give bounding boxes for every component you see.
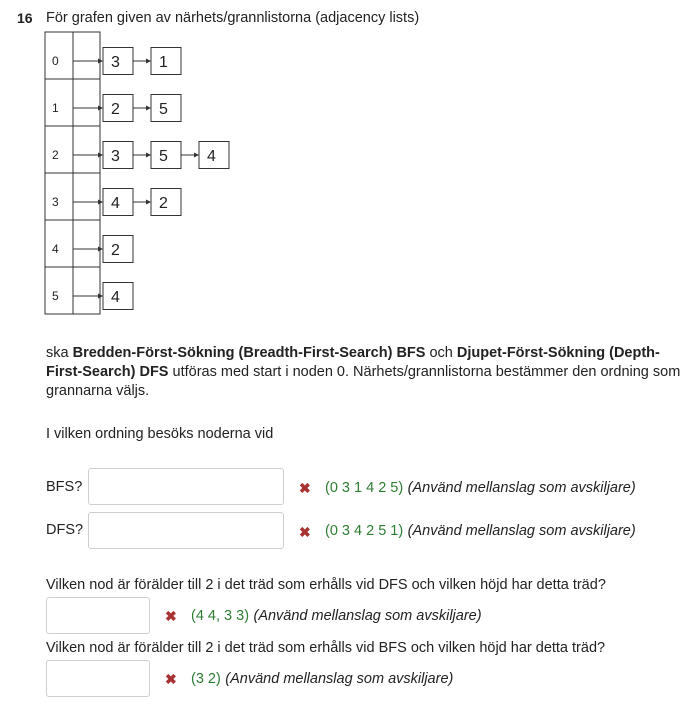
list-node-value: 1 xyxy=(159,54,168,71)
list-node-value: 4 xyxy=(207,148,216,165)
bfs-label: BFS? xyxy=(46,479,83,495)
list-node-value: 3 xyxy=(111,54,120,71)
incorrect-icon: ✖ xyxy=(165,671,177,687)
question-title: För grafen given av närhets/grannlistorna (adjacency lists) xyxy=(46,10,420,26)
dfs-parent-feedback xyxy=(191,607,482,625)
dfs-parent-input[interactable] xyxy=(46,597,150,634)
list-node-value: 3 xyxy=(111,148,120,165)
desc-part-1: ska xyxy=(46,345,73,361)
question-number: 16 xyxy=(17,10,33,26)
array-index-4: 4 xyxy=(52,242,59,256)
dfs-parent-question: Vilken nod är förälder till 2 i det träd som erhålls vid DFS och vilken höjd har detta träd? xyxy=(46,577,606,593)
desc-part-2: och xyxy=(425,345,457,361)
dfs-parent-correct-answer: (4 4, 3 3) xyxy=(191,608,250,624)
order-prompt: I vilken ordning besöks noderna vid xyxy=(46,426,274,442)
desc-dfs-bold: Djupet-Först-Sökning (Depth-First-Search) DFS xyxy=(46,345,660,380)
array-index-0: 0 xyxy=(52,54,59,68)
bfs-parent-hint: (Använd mellanslag som avskiljare) xyxy=(225,671,454,687)
description-paragraph xyxy=(46,344,686,401)
array-index-3: 3 xyxy=(52,195,59,209)
incorrect-icon: ✖ xyxy=(299,524,311,540)
incorrect-icon: ✖ xyxy=(165,608,177,624)
bfs-hint: (Använd mellanslag som avskiljare) xyxy=(407,480,636,496)
dfs-correct-answer: (0 3 4 2 5 1) xyxy=(325,523,404,539)
list-node-value: 5 xyxy=(159,101,168,118)
dfs-feedback xyxy=(325,522,636,540)
desc-part-3: utföras med start i noden 0. Närhets/grannlistorna bestämmer den ordning som grannarna väljs. xyxy=(46,364,681,399)
list-node-value: 2 xyxy=(159,195,168,212)
list-node-value: 4 xyxy=(111,289,120,306)
array-index-2: 2 xyxy=(52,148,59,162)
bfs-parent-question: Vilken nod är förälder till 2 i det träd som erhålls vid BFS och vilken höjd har detta träd? xyxy=(46,640,606,656)
dfs-hint: (Använd mellanslag som avskiljare) xyxy=(407,523,636,539)
bfs-feedback xyxy=(325,479,636,497)
bfs-parent-feedback xyxy=(191,670,453,688)
dfs-label: DFS? xyxy=(46,522,84,538)
adjacency-list-diagram xyxy=(0,0,700,330)
bfs-answer-input[interactable] xyxy=(88,468,284,505)
desc-bfs-bold: Bredden-Först-Sökning (Breadth-First-Search) BFS xyxy=(72,345,426,361)
incorrect-icon: ✖ xyxy=(299,480,311,496)
list-node-value: 5 xyxy=(159,148,168,165)
list-node-value: 2 xyxy=(111,101,120,118)
array-index-1: 1 xyxy=(52,101,59,115)
bfs-correct-answer: (0 3 1 4 2 5) xyxy=(325,480,404,496)
list-node-value: 4 xyxy=(111,195,120,212)
bfs-parent-correct-answer: (3 2) xyxy=(191,671,221,687)
array-index-5: 5 xyxy=(52,289,59,303)
bfs-parent-input[interactable] xyxy=(46,660,150,697)
dfs-answer-input[interactable] xyxy=(88,512,284,549)
list-node-value: 2 xyxy=(111,242,120,259)
dfs-parent-hint: (Använd mellanslag som avskiljare) xyxy=(253,608,482,624)
